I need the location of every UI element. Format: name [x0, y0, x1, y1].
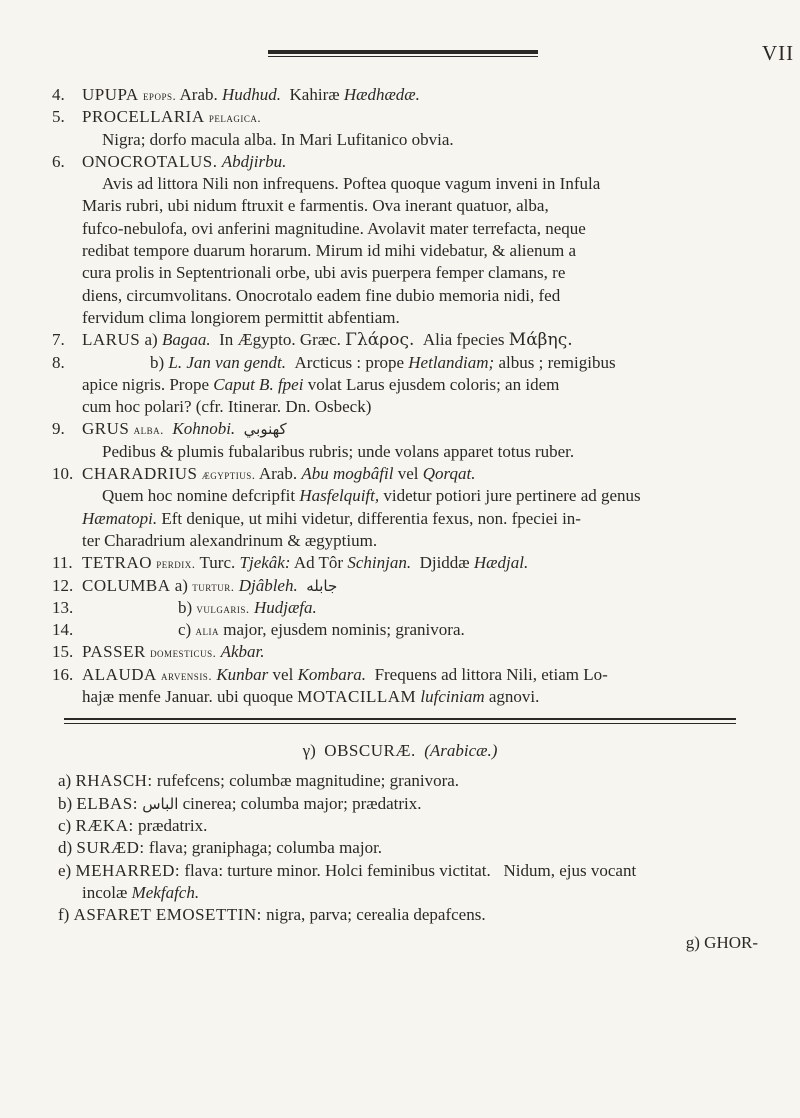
- entry-12: 12. COLUMBA a) turtur. Djâbleh. جابله: [52, 575, 338, 595]
- entry-10-line: Hæmatopi. Eft denique, ut mihi videtur, differentia fexus, non. fpeciei in-: [82, 508, 581, 528]
- arabic-word: كهنوبي: [243, 420, 287, 439]
- entry-6: 6. ONOCROTALUS. Abdjirbu.: [52, 151, 287, 171]
- entry-name: CHARADRIUS: [82, 464, 198, 484]
- entry-name: PROCELLARIA: [82, 107, 205, 127]
- obscura-item-continued: incolæ Mekfafch.: [82, 882, 200, 902]
- entry-6-line: diens, circumvolitans. Onocrotalo eadem fine dubio memoria nidi, fed: [82, 285, 561, 305]
- catchword-line: [0, 932, 800, 954]
- entry-name: ONOCROTALUS.: [82, 151, 218, 171]
- entry-16-line: hajæ menfe Januar. ubi quoque MOTACILLAM lufciniam agnovi.: [82, 687, 540, 707]
- entry-4: 4. UPUPA epops. Arab. Hudhud. Kahiræ Hædhædæ.: [52, 85, 420, 104]
- entries-list: [0, 84, 800, 955]
- entry-8: 8. b) L. Jan van gendt. Arcticus : prope Hetlandiam; albus ; remigibus: [52, 352, 616, 372]
- entry-10-line: Quem hoc nomine defcripfit Hasfelquift, videtur potiori jure pertinere ad genus: [102, 486, 641, 506]
- entry-8-line: apice nigris. Prope Caput B. fpei volat Larus ejusdem coloris; an idem: [82, 374, 560, 394]
- obscura-item: f) ASFARET EMOSETTIN: nigra, parva; cerealia depafcens.: [58, 905, 486, 925]
- obscura-item: a) RHASCH: rufefcens; columbæ magnitudine; granivora.: [58, 771, 460, 791]
- entry-6-line: Maris rubri, ubi nidum ftruxit e farmentis. Ova inerant quatuor, alba,: [82, 196, 549, 216]
- section-heading: [0, 736, 800, 766]
- obscura-item: c) RÆKA: prædatrix.: [58, 815, 208, 835]
- catchword: g) GHOR-: [685, 933, 758, 953]
- obscura-item: e) MEHARRED: flava: turture minor. Holci feminibus victitat. Nidum, ejus vocant: [58, 860, 637, 880]
- arabic-word: الباس: [142, 794, 179, 813]
- entry-13: 13. b) vulgaris. Hudjæfa.: [52, 597, 317, 617]
- page-number: VII: [762, 41, 795, 65]
- entry-name: COLUMBA: [82, 575, 171, 595]
- entry-6-line: cura prolis in Septentrionali orbe, ubi avis puerpera femper clamans, re: [82, 263, 566, 283]
- entry-10: 10. CHARADRIUS ægyptius. Arab. Abu mogbâfil vel Qorqat.: [52, 464, 476, 484]
- entry-10-line: ter Charadrium alexandrinum & ægyptium.: [82, 530, 378, 550]
- obscura-item: b) ELBAS: الباس cinerea; columba major; prædatrix.: [58, 793, 422, 813]
- entry-name: LARUS: [82, 330, 141, 350]
- entry-5: 5. PROCELLARIA pelagica.: [52, 107, 262, 127]
- entry-name: PASSER: [82, 642, 146, 662]
- section-marker: γ): [302, 741, 316, 761]
- entry-6-line: redibat tempore duarum horarum. Mirum id mihi videbatur, & alienum a: [82, 241, 577, 261]
- entry-15: 15. PASSER domesticus. Akbar.: [52, 642, 265, 662]
- header-rule: [268, 50, 538, 60]
- entry-9-desc: Pedibus & plumis fubalaribus rubris; unde volans apparet totus ruber.: [102, 441, 575, 461]
- entry-name: UPUPA: [82, 85, 139, 104]
- entry-16: 16. ALAUDA arvensis. Kunbar vel Kombara. Frequens ad littora Nili, etiam Lo-: [52, 664, 608, 684]
- entry-name: TETRAO: [82, 553, 153, 573]
- entry-5-desc: Nigra; dorfo macula alba. In Mari Lufitanico obvia.: [102, 129, 454, 149]
- section-title: OBSCURÆ.: [324, 741, 416, 761]
- entry-11: 11. TETRAO perdix. Turc. Tjekâk: Ad Tôr Schinjan. Djiddæ Hædjal.: [52, 553, 529, 573]
- entry-6-line: Avis ad littora Nili non infrequens. Poftea quoque vagum inveni in Infula: [102, 174, 601, 194]
- entry-14: 14. c) alia major, ejusdem nominis; granivora.: [52, 620, 465, 640]
- obscura-item: d) SURÆD: flava; graniphaga; columba major.: [58, 838, 383, 858]
- entry-7: 7. LARUS a) Bagaa. In Ægypto. Græc. Γλάρος. Alia fpecies Μάβης.: [52, 330, 573, 351]
- arabic-word: جابله: [306, 576, 338, 595]
- entry-6-line: fufco-nebulofa, ovi anferini magnitudine. Avolavit mater terrefacta, neque: [82, 218, 586, 238]
- entry-name: GRUS: [82, 419, 130, 439]
- entry-8-line: cum hoc polari? (cfr. Itinerar. Dn. Osbeck): [82, 397, 372, 417]
- entry-name: ALAUDA: [82, 664, 157, 684]
- section-subtitle: (Arabicæ.): [424, 741, 498, 761]
- entry-9: 9. GRUS alba. Kohnobi. كهنوبي: [52, 419, 287, 439]
- entry-6-line: fervidum clima longiorem permittit abfentiam.: [82, 307, 400, 327]
